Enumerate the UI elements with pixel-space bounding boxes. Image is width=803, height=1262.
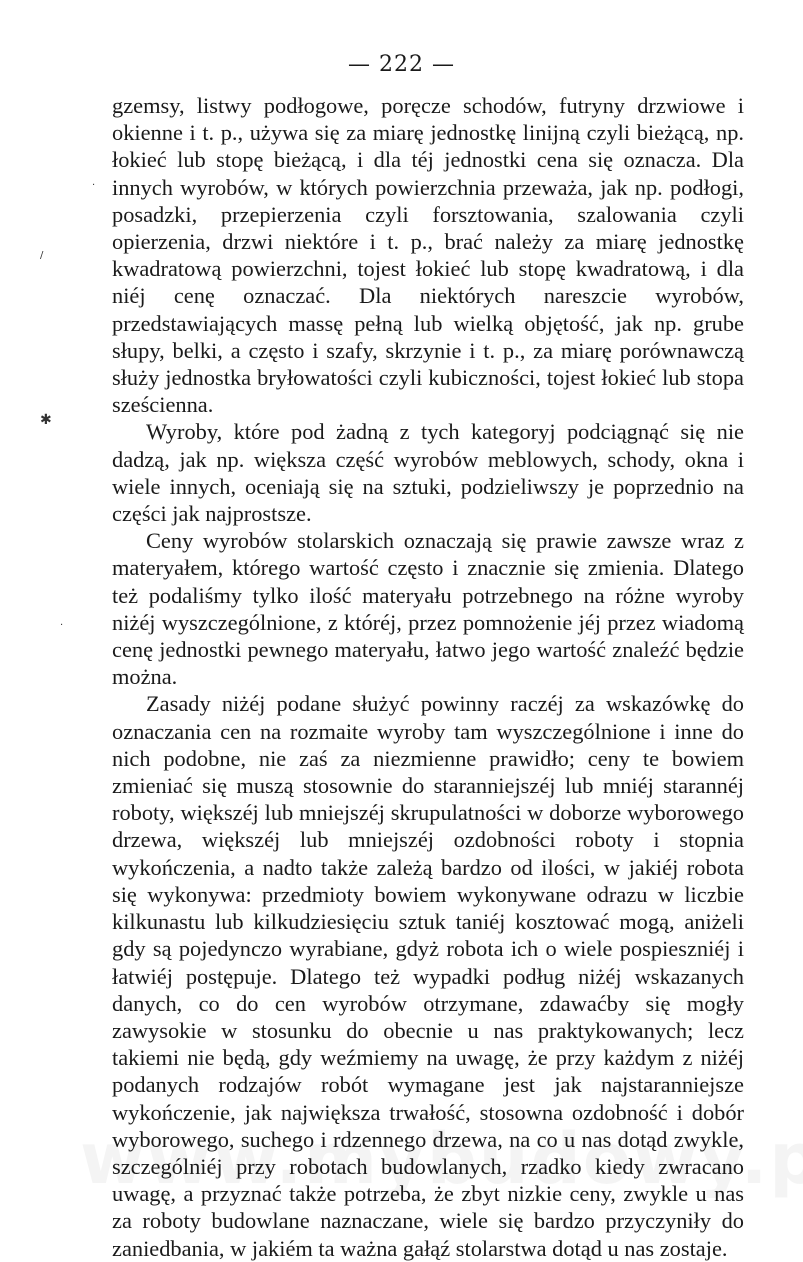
paragraph-4: Zasady niżéj podane służyć powinny raczéj za wskazówkę do oznaczania cen na rozmaite wyroby tam wyszczególnione i inne do nich podobne, nie zaś za niezmienne prawidło; ceny te bowiem zmieniać się muszą stosownie do staranniejszéj lub mniéj starannéj roboty, większéj lub mniejszéj skrupulatności w doborze wyborowego drzewa, większéj lub mniejszéj ozdobności roboty i stopnia wykończenia, a nadto także zależą bardzo od ilości, w jakiéj robota się wykonywa: przedmioty bowiem wykonywane odrazu w liczbie kilkunastu lub kilkudziesięciu sztuk taniéj kosztować mogą, aniżeli gdy są pojedynczo wyrabiane, gdyż robota ich o wiele pospieszniéj i łatwiéj postępuje. Dlatego też wypadki podług niżéj wskazanych danych, co do cen wyrobów otrzymane, zdawaćby się mogły zawysokie w stosunku do obecnie u nas praktykowanych; lecz takiemi nie będą, gdy weźmiemy na uwagę, że przy każdym z niżéj podanych rodzajów robót wymagane jest jak najstaranniejsze wykończenie, jak największa trwałość, stosowna ozdobność i dobór wyborowego, suchego i rdzennego drzewa, na co u nas dotąd zwykle, szczególniéj przy robotach budowlanych, rzadko kiedy zwracano uwagę, a przyznać także potrzeba, że zbyt nizkie ceny, zwykle u nas za roboty budowlane naznaczane, wiele się bardzo przyczyniły do zaniedbania, w jakiém ta ważna gałąź stolarstwa dotąd u nas zostaje.	[112, 691, 744, 1261]
margin-dot-icon: /	[40, 250, 44, 261]
paragraph-2: Wyroby, które pod żadną z tych kategoryj podciągnąć się nie dadzą, jak np. większa część wyrobów meblowych, schody, okna i wiele innych, oceniają się na sztuki, podzieliwszy je poprzednio na części jak najprostsze.	[112, 419, 744, 527]
paragraph-3: Ceny wyrobów stolarskich oznaczają się prawie zawsze wraz z materyałem, którego wartość często i znacznie się zmienia. Dlatego też podaliśmy tylko ilość materyału potrzebnego na różne wyroby niżéj wyszczególnione, z któréj, przez pomnożenie jéj przez wiadomą cenę jednostki pewnego materyału, łatwo jego wartość znaleźć będzie można.	[112, 528, 744, 690]
margin-speck-icon: ✱	[40, 412, 52, 428]
page-number: — 222 —	[348, 52, 455, 77]
margin-dot-icon: ·	[92, 180, 96, 191]
margin-dot-icon: ·	[60, 620, 64, 631]
paragraph-1: gzemsy, listwy podłogowe, poręcze schodów, futryny drzwiowe i okienne i t. p., używa się za miarę jednostkę linijną czyli bieżącą, np. łokieć lub stopę bieżącą, i dla téj jednostki cena się oznacza. Dla innych wyrobów, w których powierzchnia przeważa, jak np. podłogi, posadzki, przepierzenia czyli forsztowania, szalowania czyli opierzenia, drzwi niektóre i t. p., brać należy za miarę jednostkę kwadratową powierzchni, tojest łokieć lub stopę kwadratową, i dla niéj cenę oznaczać. Dla niektórych nareszcie wyrobów, przedstawiających massę pełną lub wielką objętość, jak np. grube słupy, belki, a często i szafy, skrzynie i t. p., za miarę porównawczą służy jednostka bryłowatości czyli kubiczności, tojest łokieć lub stopa sześcienna.	[112, 93, 744, 418]
body-text	[112, 92, 744, 1262]
